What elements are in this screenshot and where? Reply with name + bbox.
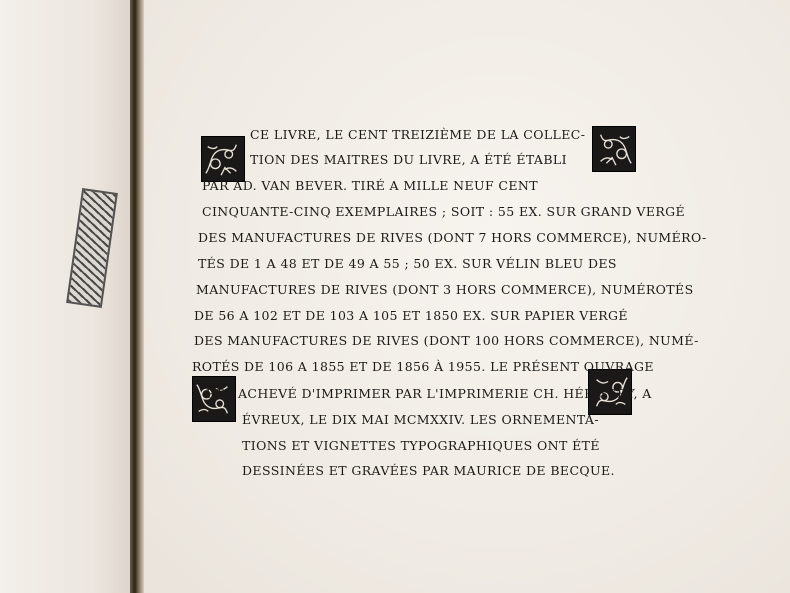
colophon-line: CINQUANTE-CINQ EXEMPLAIRES ; SOIT : 55 EX. SUR GRAND VERGÉ xyxy=(202,204,686,219)
colophon-line: PAR AD. VAN BEVER. TIRÉ A MILLE NEUF CENT xyxy=(202,178,538,193)
colophon-line: TION DES MAITRES DU LIVRE, A ÉTÉ ÉTABLI xyxy=(250,152,567,167)
top-left-ornament-icon xyxy=(201,136,245,182)
colophon-line: A ÉTÉ ACHEVÉ D'IMPRIMER PAR L'IMPRIMERIE CH. HÉRISSEY, A xyxy=(192,386,652,401)
colophon-line: TIONS ET VIGNETTES TYPOGRAPHIQUES ONT ÉTÉ xyxy=(242,438,600,453)
book-gutter xyxy=(130,0,144,593)
colophon-line: CE LIVRE, LE CENT TREIZIÈME DE LA COLLEC- xyxy=(250,127,586,142)
colophon-line: DES MANUFACTURES DE RIVES (DONT 7 HORS COMMERCE), NUMÉRO- xyxy=(198,230,707,245)
colophon-line: TÉS DE 1 A 48 ET DE 49 A 55 ; 50 EX. SUR VÉLIN BLEU DES xyxy=(198,256,617,271)
top-right-ornament-icon xyxy=(592,126,636,172)
colophon-line: DES MANUFACTURES DE RIVES (DONT 100 HORS COMMERCE), NUMÉ- xyxy=(194,333,699,348)
colophon-line: ÉVREUX, LE DIX MAI MCMXXIV. LES ORNEMENTA- xyxy=(242,412,599,427)
colophon-line: DE 56 A 102 ET DE 103 A 105 ET 1850 EX. SUR PAPIER VERGÉ xyxy=(194,308,628,323)
left-page-ornament-stamp xyxy=(66,188,118,308)
colophon-line: DESSINÉES ET GRAVÉES PAR MAURICE DE BECQUE. xyxy=(242,463,615,478)
colophon-line: MANUFACTURES DE RIVES (DONT 3 HORS COMMERCE), NUMÉROTÉS xyxy=(196,282,694,297)
left-page xyxy=(0,0,132,593)
colophon-line: ROTÉS DE 106 A 1855 ET DE 1856 À 1955. LE PRÉSENT OUVRAGE xyxy=(192,359,654,374)
